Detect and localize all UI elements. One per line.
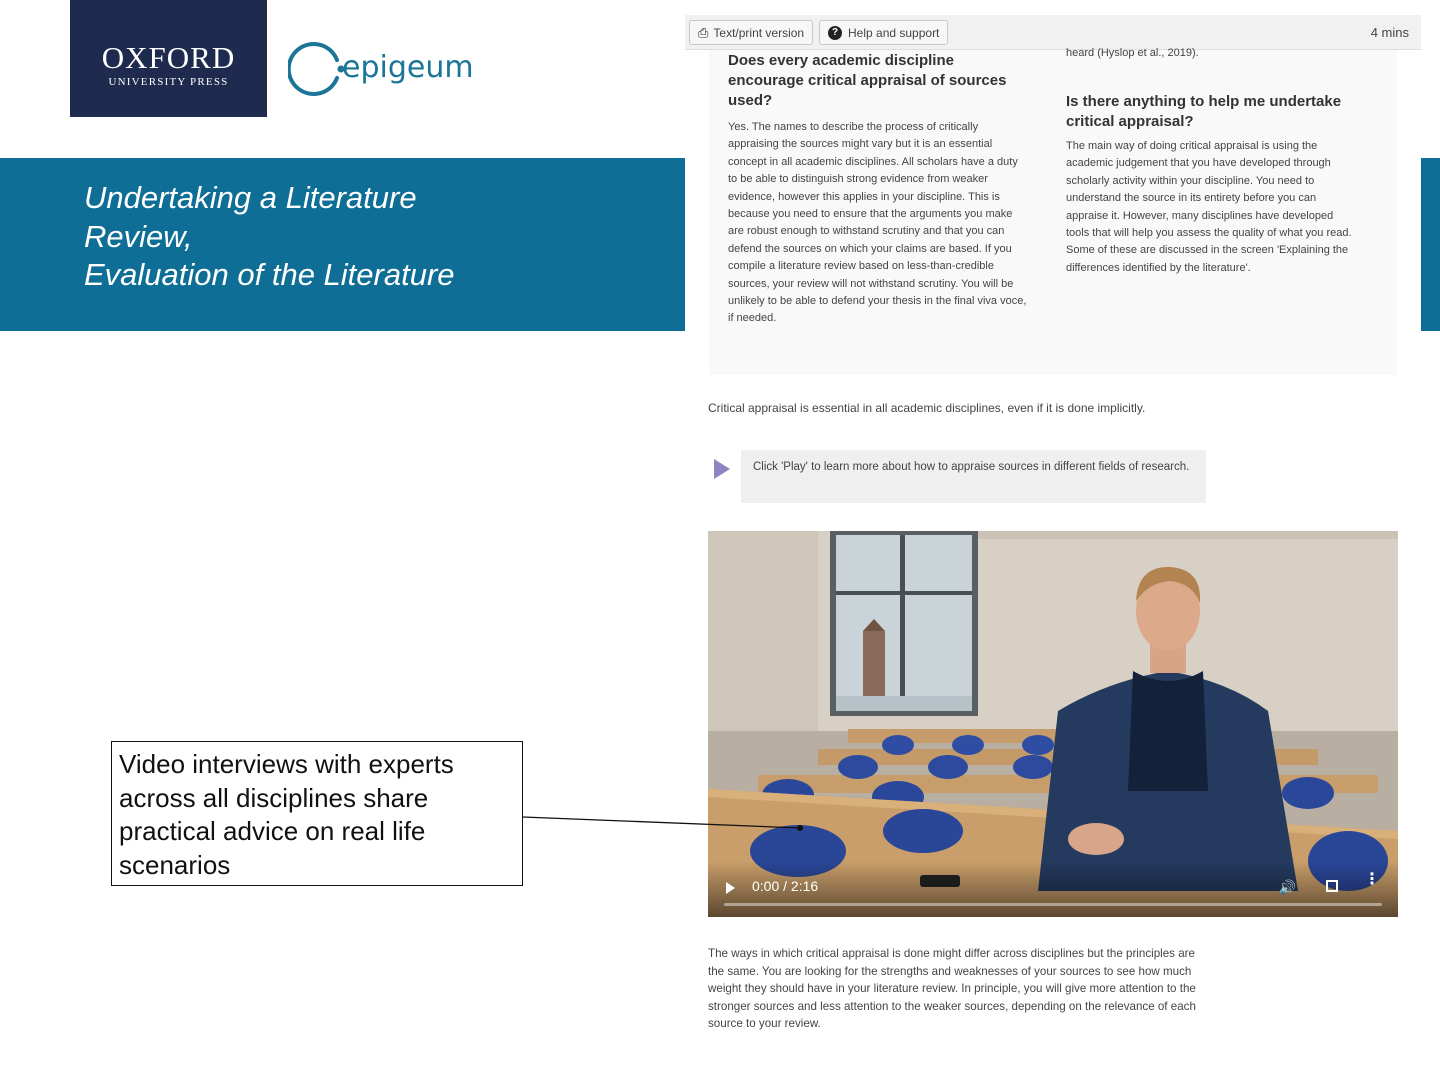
right-column-continuation: heard (Hyslop et al., 2019). bbox=[1066, 47, 1199, 59]
slide-title-line: Review, bbox=[84, 218, 193, 254]
right-column-body: The main way of doing critical appraisal is using the academic judgement that you have developed through scholarly activity within your discipline. You need to understand the source in its entirety before you can appraise it. However, many disciplines have developed tools that will help you assess the quality of what you read. Some of these are discussed in the screen 'Explaining the differences identified by the literature'. bbox=[1066, 140, 1352, 274]
estimated-time: 4 mins bbox=[1370, 25, 1409, 40]
fullscreen-icon[interactable] bbox=[1326, 880, 1338, 892]
oup-logo-line2: UNIVERSITY PRESS bbox=[108, 76, 229, 88]
more-options-icon[interactable]: ⋮ bbox=[1364, 871, 1380, 888]
play-icon[interactable] bbox=[726, 882, 735, 894]
right-column-heading: Is there anything to help me undertake critical appraisal? bbox=[1066, 93, 1342, 130]
epigeum-wordmark: epigeum bbox=[342, 49, 474, 85]
slide-title bbox=[84, 179, 455, 295]
help-icon: ? bbox=[828, 26, 842, 40]
play-hint-text: Click 'Play' to learn more about how to appraise sources in different fields of research. bbox=[741, 450, 1206, 503]
oup-logo-line1: OXFORD bbox=[101, 40, 236, 75]
video-controls bbox=[708, 861, 1398, 917]
bottom-paragraph: The ways in which critical appraisal is done might differ across disciplines but the principles are the same. You are looking for the strengths and weaknesses of your sources to see how much weight they should have in your literature review. In principle, you will give more attention to the stronger sources and less attention to the weaker sources, depending on the relevance of each source to your review. bbox=[708, 947, 1196, 1030]
left-column-heading: Does every academic discipline encourage critical appraisal of sources used? bbox=[728, 52, 1007, 109]
callout-box: Video interviews with experts across all disciplines share practical advice on real life scenarios bbox=[111, 741, 523, 886]
help-and-support-label: Help and support bbox=[848, 25, 940, 40]
text-print-version-label: Text/print version bbox=[713, 25, 805, 40]
printer-icon: ⎙ bbox=[698, 24, 709, 40]
video-frame-image bbox=[708, 531, 1398, 917]
slide-title-line: Undertaking a Literature bbox=[84, 180, 417, 215]
course-screenshot-panel bbox=[685, 15, 1421, 407]
epigeum-logo bbox=[288, 40, 474, 98]
volume-icon[interactable]: 🔊 bbox=[1278, 879, 1296, 895]
video-player[interactable] bbox=[708, 531, 1398, 917]
video-time: 0:00 / 2:16 bbox=[752, 878, 819, 894]
play-hint bbox=[714, 450, 1206, 503]
appraisal-caption: Critical appraisal is essential in all academic disciplines, even if it is done implicitly. bbox=[708, 401, 1146, 415]
video-progress-bar[interactable] bbox=[724, 903, 1382, 906]
left-column bbox=[728, 51, 1028, 328]
help-and-support-button[interactable] bbox=[819, 20, 948, 45]
right-column bbox=[1066, 45, 1358, 277]
epigeum-ring-icon bbox=[288, 40, 346, 98]
content-box bbox=[709, 47, 1397, 375]
oxford-university-press-logo bbox=[70, 0, 267, 117]
play-hint-arrow-icon bbox=[714, 459, 730, 479]
slide-title-line: Evaluation of the Literature bbox=[84, 257, 455, 292]
left-column-body: Yes. The names to describe the process of critically appraising the sources might vary but it is an essential concept in all academic disciplines. All scholars have a duty to be able to distinguish strong evidence from weaker evidence, however this applies in your discipline. This is because you need to ensure that the arguments you make are robust enough to withstand scrutiny and that you can defend the sources on which your claims are based. If you compile a literature review based on less-than-credible sources, your review will not withstand scrutiny. You will be unlikely to be able to defend your thesis in the final viva voce, if needed. bbox=[728, 121, 1027, 325]
text-print-version-button[interactable] bbox=[689, 20, 813, 45]
